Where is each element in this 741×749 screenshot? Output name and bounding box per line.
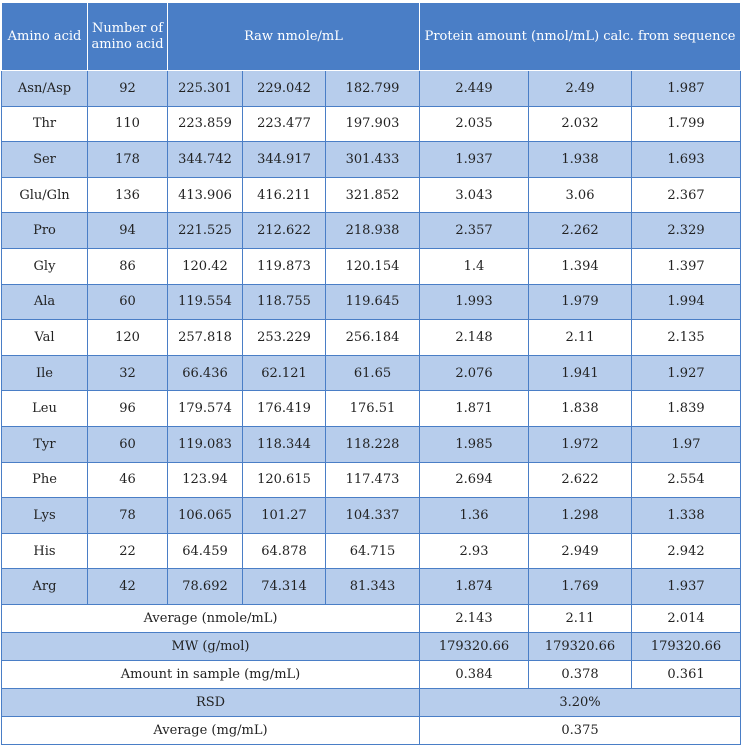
count-cell: 42 bbox=[88, 569, 168, 605]
protein-value-cell: 1.799 bbox=[632, 106, 741, 142]
raw-value-cell: 117.473 bbox=[326, 462, 420, 498]
raw-value-cell: 257.818 bbox=[168, 320, 243, 356]
protein-value-cell: 1.298 bbox=[529, 498, 632, 534]
raw-value-cell: 118.344 bbox=[243, 426, 326, 462]
protein-value-cell: 2.262 bbox=[529, 213, 632, 249]
summary-row-average-mg bbox=[2, 716, 741, 744]
raw-value-cell: 62.121 bbox=[243, 355, 326, 391]
protein-value-cell: 2.032 bbox=[529, 106, 632, 142]
summary-row-rsd bbox=[2, 688, 741, 716]
raw-value-cell: 229.042 bbox=[243, 71, 326, 107]
average-nmole-value: 2.143 bbox=[420, 604, 529, 632]
protein-value-cell: 1.941 bbox=[529, 355, 632, 391]
count-cell: 86 bbox=[88, 248, 168, 284]
raw-value-cell: 413.906 bbox=[168, 177, 243, 213]
protein-value-cell: 1.938 bbox=[529, 142, 632, 178]
amount-value: 0.384 bbox=[420, 660, 529, 688]
raw-value-cell: 225.301 bbox=[168, 71, 243, 107]
amino-acid-cell: Phe bbox=[2, 462, 88, 498]
raw-value-cell: 197.903 bbox=[326, 106, 420, 142]
protein-value-cell: 1.397 bbox=[632, 248, 741, 284]
amino-acid-cell: Arg bbox=[2, 569, 88, 605]
protein-value-cell: 2.93 bbox=[420, 533, 529, 569]
raw-value-cell: 64.715 bbox=[326, 533, 420, 569]
protein-value-cell: 2.449 bbox=[420, 71, 529, 107]
header-number-of-amino-acid: Number of amino acid bbox=[88, 3, 168, 71]
raw-value-cell: 176.51 bbox=[326, 391, 420, 427]
table-row bbox=[2, 462, 741, 498]
table-row bbox=[2, 426, 741, 462]
rsd-label: RSD bbox=[2, 688, 420, 716]
count-cell: 110 bbox=[88, 106, 168, 142]
protein-value-cell: 1.36 bbox=[420, 498, 529, 534]
protein-value-cell: 2.076 bbox=[420, 355, 529, 391]
protein-value-cell: 1.994 bbox=[632, 284, 741, 320]
count-cell: 46 bbox=[88, 462, 168, 498]
protein-value-cell: 2.942 bbox=[632, 533, 741, 569]
table-row bbox=[2, 213, 741, 249]
raw-value-cell: 223.859 bbox=[168, 106, 243, 142]
raw-value-cell: 212.622 bbox=[243, 213, 326, 249]
protein-value-cell: 2.554 bbox=[632, 462, 741, 498]
raw-value-cell: 221.525 bbox=[168, 213, 243, 249]
mw-value: 179320.66 bbox=[529, 632, 632, 660]
header-raw-nmole: Raw nmole/mL bbox=[168, 3, 420, 71]
protein-value-cell: 1.4 bbox=[420, 248, 529, 284]
header-protein-amount: Protein amount (nmol/mL) calc. from sequence bbox=[420, 3, 741, 71]
table-row bbox=[2, 106, 741, 142]
raw-value-cell: 119.554 bbox=[168, 284, 243, 320]
table-row bbox=[2, 569, 741, 605]
amino-acid-cell: Tyr bbox=[2, 426, 88, 462]
raw-value-cell: 118.228 bbox=[326, 426, 420, 462]
raw-value-cell: 101.27 bbox=[243, 498, 326, 534]
raw-value-cell: 223.477 bbox=[243, 106, 326, 142]
amino-acid-cell: Lys bbox=[2, 498, 88, 534]
protein-value-cell: 1.97 bbox=[632, 426, 741, 462]
protein-value-cell: 1.985 bbox=[420, 426, 529, 462]
raw-value-cell: 321.852 bbox=[326, 177, 420, 213]
average-nmole-value: 2.11 bbox=[529, 604, 632, 632]
raw-value-cell: 81.343 bbox=[326, 569, 420, 605]
count-cell: 178 bbox=[88, 142, 168, 178]
header-row bbox=[2, 3, 741, 71]
amino-acid-cell: Thr bbox=[2, 106, 88, 142]
amino-acid-cell: Ala bbox=[2, 284, 88, 320]
raw-value-cell: 66.436 bbox=[168, 355, 243, 391]
amino-acid-cell: Asn/Asp bbox=[2, 71, 88, 107]
raw-value-cell: 64.878 bbox=[243, 533, 326, 569]
protein-value-cell: 1.927 bbox=[632, 355, 741, 391]
raw-value-cell: 179.574 bbox=[168, 391, 243, 427]
count-cell: 92 bbox=[88, 71, 168, 107]
protein-value-cell: 2.135 bbox=[632, 320, 741, 356]
protein-value-cell: 1.338 bbox=[632, 498, 741, 534]
protein-value-cell: 1.874 bbox=[420, 569, 529, 605]
amino-acid-cell: Val bbox=[2, 320, 88, 356]
raw-value-cell: 64.459 bbox=[168, 533, 243, 569]
protein-value-cell: 2.367 bbox=[632, 177, 741, 213]
count-cell: 22 bbox=[88, 533, 168, 569]
protein-value-cell: 2.357 bbox=[420, 213, 529, 249]
amount-value: 0.378 bbox=[529, 660, 632, 688]
raw-value-cell: 120.42 bbox=[168, 248, 243, 284]
table-row bbox=[2, 355, 741, 391]
raw-value-cell: 119.645 bbox=[326, 284, 420, 320]
raw-value-cell: 182.799 bbox=[326, 71, 420, 107]
protein-value-cell: 3.06 bbox=[529, 177, 632, 213]
raw-value-cell: 61.65 bbox=[326, 355, 420, 391]
protein-value-cell: 2.694 bbox=[420, 462, 529, 498]
protein-value-cell: 3.043 bbox=[420, 177, 529, 213]
average-mg-value: 0.375 bbox=[420, 716, 741, 744]
protein-value-cell: 2.11 bbox=[529, 320, 632, 356]
count-cell: 94 bbox=[88, 213, 168, 249]
amino-acid-cell: Ile bbox=[2, 355, 88, 391]
summary-row-average-nmole bbox=[2, 604, 741, 632]
average-nmole-value: 2.014 bbox=[632, 604, 741, 632]
protein-value-cell: 1.769 bbox=[529, 569, 632, 605]
raw-value-cell: 344.742 bbox=[168, 142, 243, 178]
count-cell: 32 bbox=[88, 355, 168, 391]
raw-value-cell: 176.419 bbox=[243, 391, 326, 427]
count-cell: 120 bbox=[88, 320, 168, 356]
table-row bbox=[2, 498, 741, 534]
mw-value: 179320.66 bbox=[632, 632, 741, 660]
raw-value-cell: 118.755 bbox=[243, 284, 326, 320]
raw-value-cell: 119.873 bbox=[243, 248, 326, 284]
mw-value: 179320.66 bbox=[420, 632, 529, 660]
amino-acid-cell: Leu bbox=[2, 391, 88, 427]
amount-value: 0.361 bbox=[632, 660, 741, 688]
protein-value-cell: 1.871 bbox=[420, 391, 529, 427]
raw-value-cell: 301.433 bbox=[326, 142, 420, 178]
raw-value-cell: 120.154 bbox=[326, 248, 420, 284]
protein-value-cell: 1.979 bbox=[529, 284, 632, 320]
protein-value-cell: 1.987 bbox=[632, 71, 741, 107]
raw-value-cell: 78.692 bbox=[168, 569, 243, 605]
protein-value-cell: 1.937 bbox=[420, 142, 529, 178]
raw-value-cell: 344.917 bbox=[243, 142, 326, 178]
amino-acid-cell: Glu/Gln bbox=[2, 177, 88, 213]
raw-value-cell: 104.337 bbox=[326, 498, 420, 534]
protein-value-cell: 2.148 bbox=[420, 320, 529, 356]
table-row bbox=[2, 391, 741, 427]
rsd-value: 3.20% bbox=[420, 688, 741, 716]
protein-value-cell: 1.394 bbox=[529, 248, 632, 284]
average-nmole-label: Average (nmole/mL) bbox=[2, 604, 420, 632]
raw-value-cell: 123.94 bbox=[168, 462, 243, 498]
table-row bbox=[2, 142, 741, 178]
amino-acid-cell: His bbox=[2, 533, 88, 569]
protein-value-cell: 1.693 bbox=[632, 142, 741, 178]
protein-value-cell: 1.993 bbox=[420, 284, 529, 320]
amount-label: Amount in sample (mg/mL) bbox=[2, 660, 420, 688]
raw-value-cell: 119.083 bbox=[168, 426, 243, 462]
average-mg-label: Average (mg/mL) bbox=[2, 716, 420, 744]
summary-row-amount bbox=[2, 660, 741, 688]
protein-value-cell: 2.622 bbox=[529, 462, 632, 498]
table-row bbox=[2, 533, 741, 569]
count-cell: 78 bbox=[88, 498, 168, 534]
protein-value-cell: 2.035 bbox=[420, 106, 529, 142]
protein-value-cell: 2.49 bbox=[529, 71, 632, 107]
count-cell: 136 bbox=[88, 177, 168, 213]
raw-value-cell: 74.314 bbox=[243, 569, 326, 605]
summary-row-mw bbox=[2, 632, 741, 660]
raw-value-cell: 120.615 bbox=[243, 462, 326, 498]
raw-value-cell: 218.938 bbox=[326, 213, 420, 249]
amino-acid-cell: Gly bbox=[2, 248, 88, 284]
table-row bbox=[2, 177, 741, 213]
raw-value-cell: 256.184 bbox=[326, 320, 420, 356]
count-cell: 60 bbox=[88, 284, 168, 320]
amino-acid-cell: Ser bbox=[2, 142, 88, 178]
protein-value-cell: 2.949 bbox=[529, 533, 632, 569]
amino-acid-analysis-table bbox=[1, 2, 741, 745]
protein-value-cell: 1.972 bbox=[529, 426, 632, 462]
table-row bbox=[2, 320, 741, 356]
raw-value-cell: 253.229 bbox=[243, 320, 326, 356]
count-cell: 96 bbox=[88, 391, 168, 427]
mw-label: MW (g/mol) bbox=[2, 632, 420, 660]
raw-value-cell: 416.211 bbox=[243, 177, 326, 213]
table-summary bbox=[2, 604, 741, 744]
table-row bbox=[2, 71, 741, 107]
raw-value-cell: 106.065 bbox=[168, 498, 243, 534]
header-amino-acid: Amino acid bbox=[2, 3, 88, 71]
count-cell: 60 bbox=[88, 426, 168, 462]
table-row bbox=[2, 248, 741, 284]
table-header bbox=[2, 3, 741, 71]
amino-acid-cell: Pro bbox=[2, 213, 88, 249]
table-row bbox=[2, 284, 741, 320]
protein-value-cell: 1.838 bbox=[529, 391, 632, 427]
protein-value-cell: 1.839 bbox=[632, 391, 741, 427]
protein-value-cell: 1.937 bbox=[632, 569, 741, 605]
table-body bbox=[2, 71, 741, 605]
protein-value-cell: 2.329 bbox=[632, 213, 741, 249]
